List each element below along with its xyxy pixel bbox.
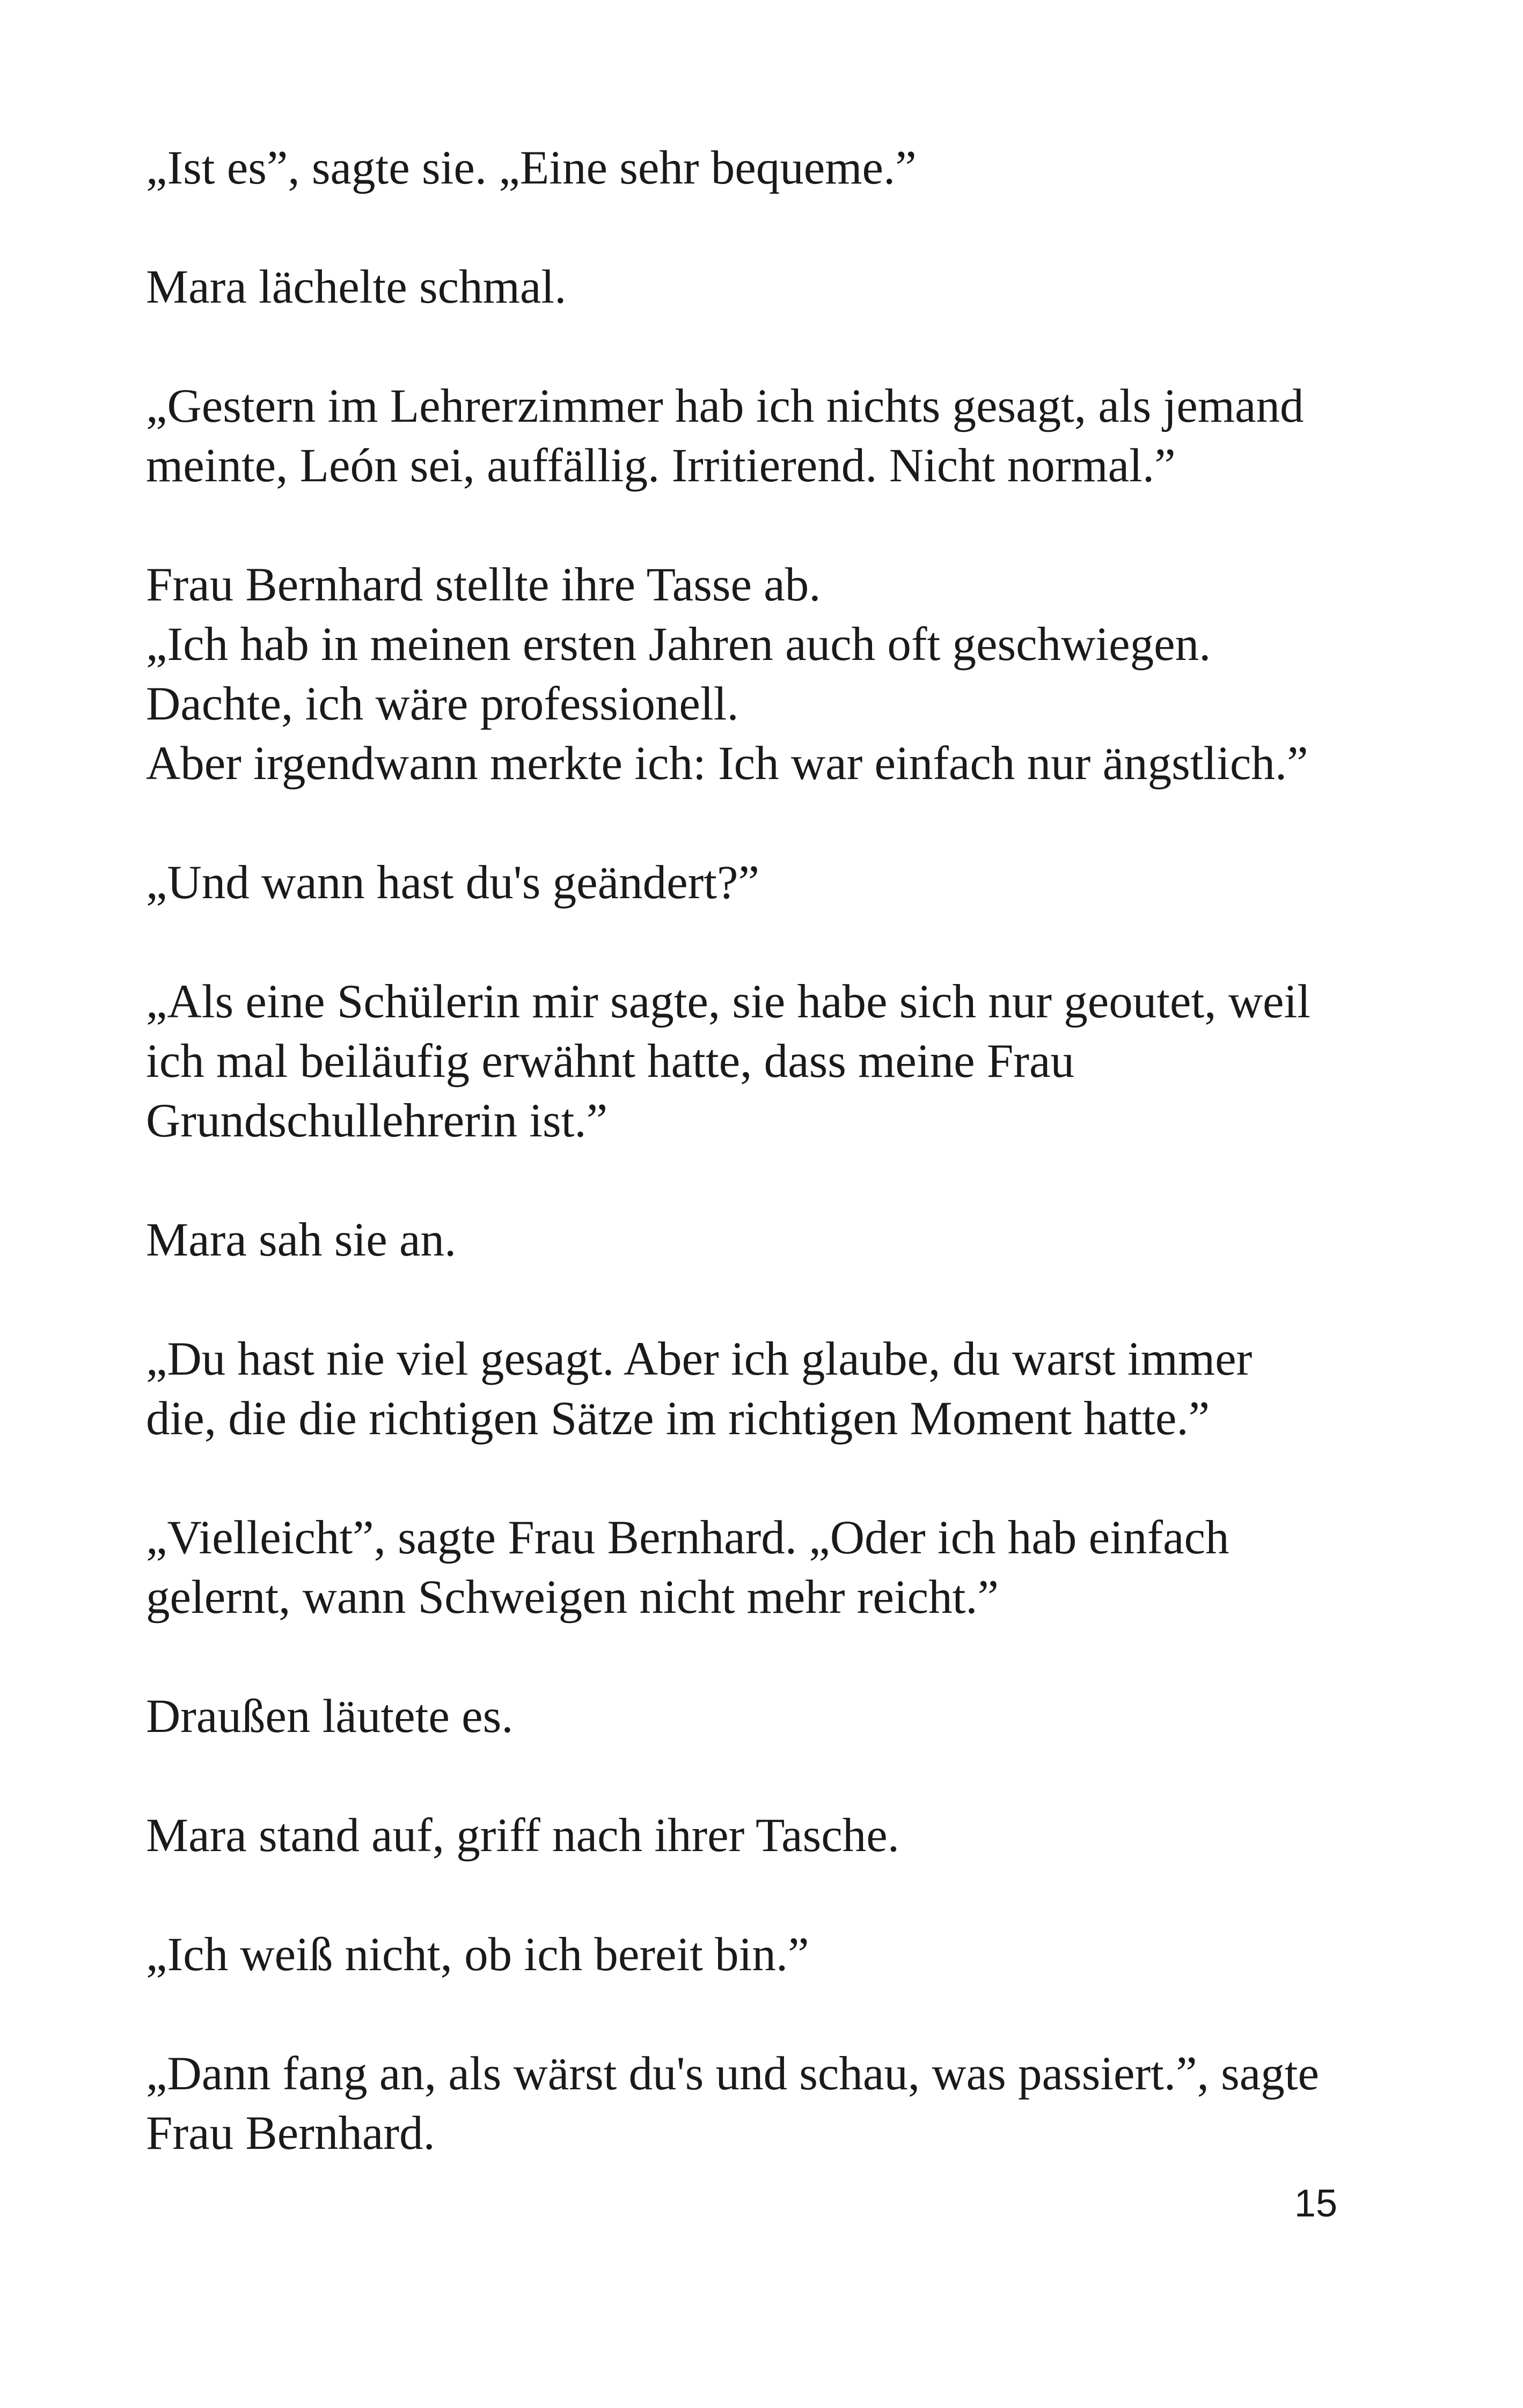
blank-line — [146, 913, 1402, 972]
text-line: „Gestern im Lehrerzimmer hab ich nichts gesagt, als jemand — [146, 380, 1304, 432]
text-line: Grundschullehrerin ist.” — [146, 1095, 608, 1147]
blank-line — [146, 1627, 1402, 1687]
page-body-text — [146, 138, 1402, 2163]
text-line: gelernt, wann Schweigen nicht mehr reicht.” — [146, 1571, 999, 1624]
text-line: Draußen läutete es. — [146, 1690, 514, 1743]
text-line: Mara lächelte schmal. — [146, 261, 567, 313]
blank-line — [146, 1866, 1402, 1925]
text-line: „Ich hab in meinen ersten Jahren auch oft geschwiegen. — [146, 618, 1211, 671]
text-line: meinte, León sei, auffällig. Irritierend. Nicht normal.” — [146, 439, 1176, 492]
page-number: 15 — [1294, 2182, 1337, 2225]
text-line: Mara stand auf, griff nach ihrer Tasche. — [146, 1809, 900, 1862]
blank-line — [146, 496, 1402, 555]
text-line: Dachte, ich wäre professionell. — [146, 678, 739, 730]
blank-line — [146, 1151, 1402, 1210]
blank-line — [146, 1746, 1402, 1806]
text-line: „Dann fang an, als wärst du's und schau, was passiert.”, sagte — [146, 2047, 1320, 2100]
blank-line — [146, 1270, 1402, 1330]
text-line: „Ist es”, sagte sie. „Eine sehr bequeme.” — [146, 142, 917, 194]
text-line: ich mal beiläufig erwähnt hatte, dass meine Frau — [146, 1035, 1074, 1088]
blank-line — [146, 794, 1402, 853]
text-line: die, die die richtigen Sätze im richtigen Moment hatte.” — [146, 1392, 1210, 1445]
text-line: „Vielleicht”, sagte Frau Bernhard. „Oder ich hab einfach — [146, 1511, 1229, 1564]
blank-line — [146, 198, 1402, 258]
blank-line — [146, 317, 1402, 377]
text-line: Frau Bernhard stellte ihre Tasse ab. — [146, 559, 821, 611]
text-line: Aber irgendwann merkte ich: Ich war einfach nur ängstlich.” — [146, 737, 1308, 790]
text-line: „Und wann hast du's geändert?” — [146, 856, 759, 909]
blank-line — [146, 1985, 1402, 2044]
text-line: Frau Bernhard. — [146, 2107, 435, 2160]
text-line: Mara sah sie an. — [146, 1214, 457, 1266]
text-line: „Du hast nie viel gesagt. Aber ich glaube, du warst immer — [146, 1333, 1253, 1385]
text-line: „Als eine Schülerin mir sagte, sie habe sich nur geoutet, weil — [146, 975, 1310, 1028]
text-line: „Ich weiß nicht, ob ich bereit bin.” — [146, 1928, 809, 1981]
blank-line — [146, 1449, 1402, 1508]
